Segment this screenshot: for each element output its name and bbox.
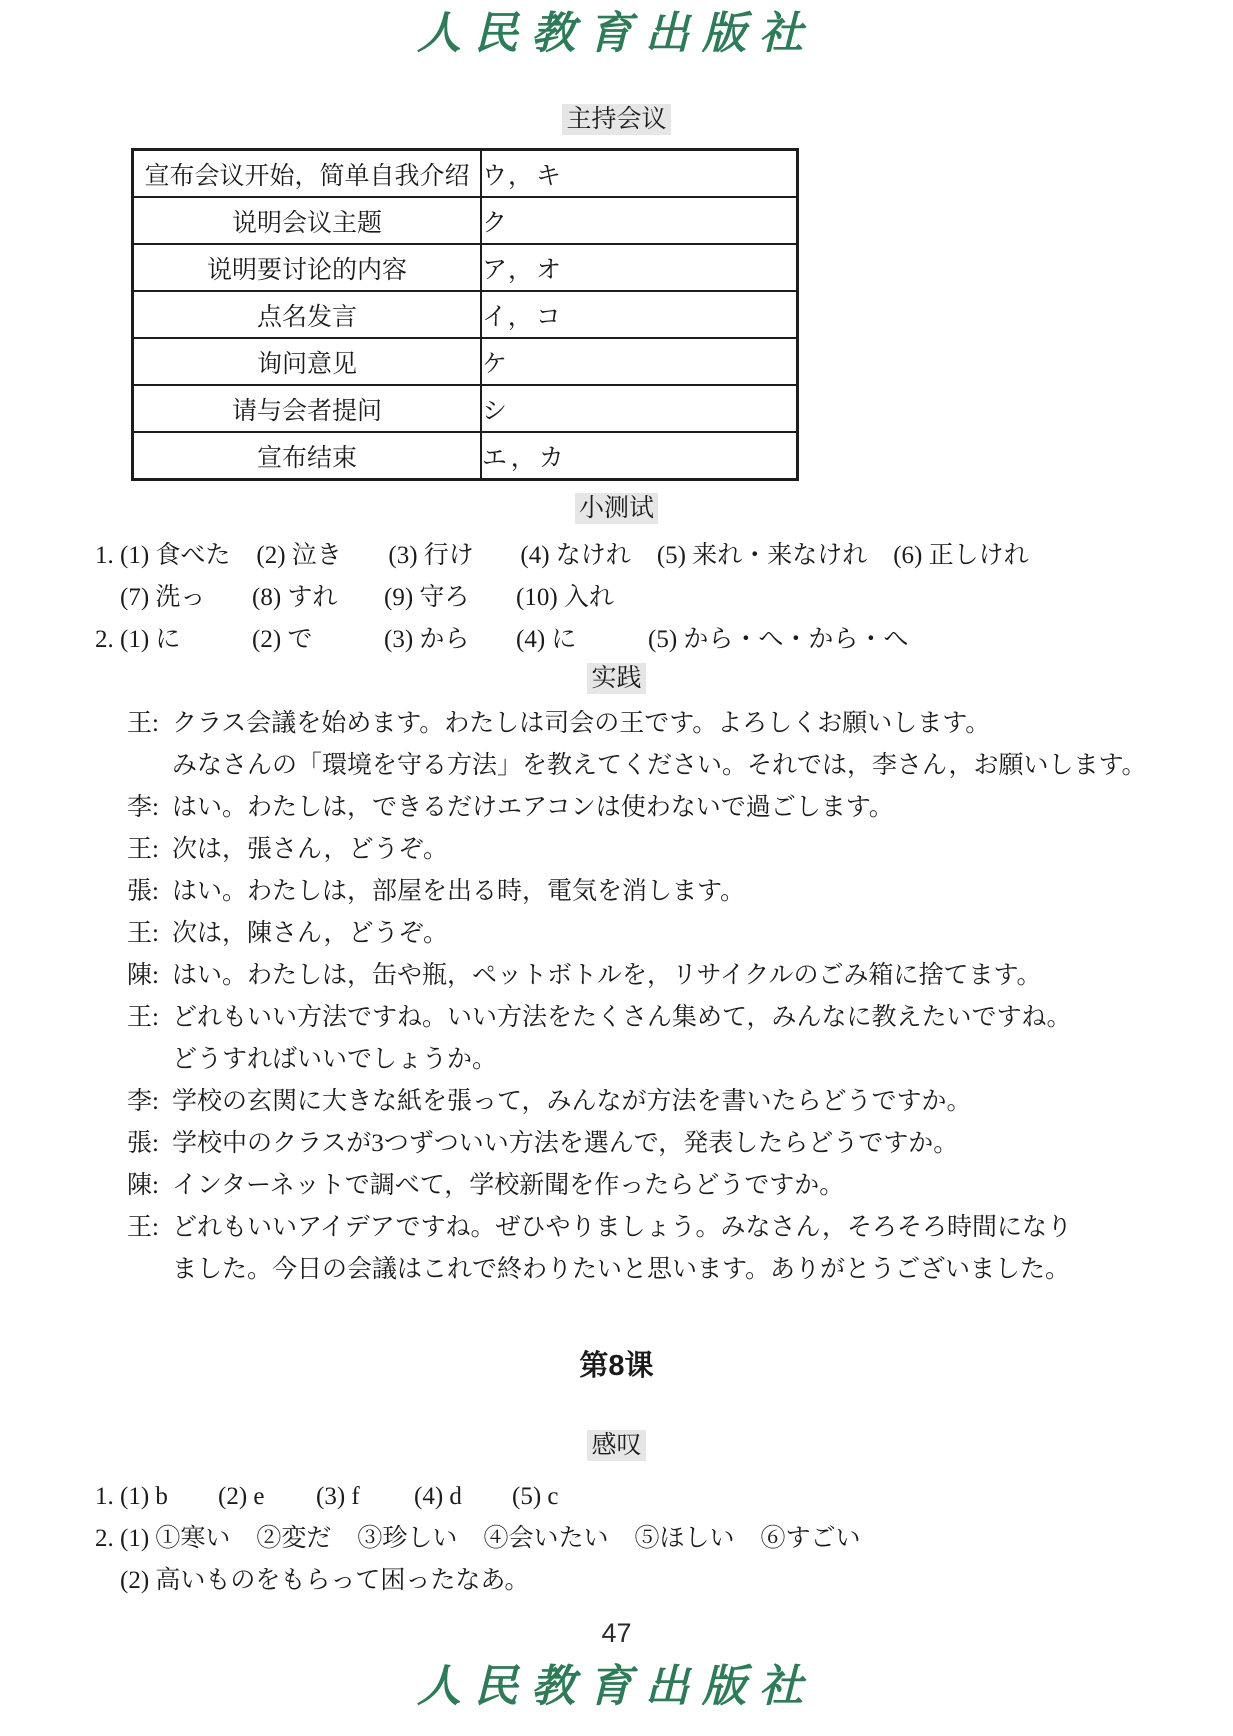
speaker-label: 張: — [127, 878, 159, 905]
dialogue-text: 学校中のクラスが3つずついい方法を選んで，発表したらどうですか。 — [172, 1130, 959, 1157]
dialogue-text: ました。今日の会議はこれで終わりたいと思います。ありがとうございました。 — [172, 1256, 1071, 1283]
dialogue-line — [95, 955, 1233, 997]
dialogue-line — [95, 787, 1233, 829]
quiz-answer-line — [95, 1476, 1233, 1518]
meeting-step-cell: 点名发言 — [133, 291, 482, 338]
speaker-label: 陳: — [127, 1172, 159, 1199]
answer-item: (3) 行け — [388, 542, 474, 569]
dialogue-text: 学校の玄関に大きな紙を張って，みんなが方法を書いたらどうですか。 — [172, 1088, 972, 1115]
section-title-exclamation-label: 感叹 — [587, 1430, 645, 1461]
answer-items — [120, 626, 934, 653]
table-row — [133, 150, 798, 198]
answer-items — [120, 1483, 610, 1510]
answer-item: (9) 守ろ — [384, 584, 470, 611]
meeting-answer-cell: ケ — [481, 338, 798, 385]
dialogue-line — [95, 1207, 1233, 1249]
question-number: 1. — [95, 542, 114, 569]
speaker-label: 王: — [127, 836, 159, 863]
quiz-answer-line — [95, 1518, 1233, 1560]
meeting-answer-cell: ア，オ — [481, 244, 798, 291]
section-title-exclamation — [0, 1430, 1233, 1462]
answer-item: (5) から・へ・から・へ — [648, 626, 909, 653]
page-number: 47 — [601, 1618, 632, 1648]
publisher-logo-bottom: 人民教育出版社 — [417, 1661, 816, 1712]
dialogue-line — [95, 703, 1233, 745]
practice-dialogue — [95, 703, 1233, 1291]
speaker-label: 李: — [127, 1088, 159, 1115]
meeting-answer-cell: イ，コ — [481, 291, 798, 338]
meeting-step-cell: 说明要讨论的内容 — [133, 244, 482, 291]
answer-item: (2) e — [218, 1483, 265, 1510]
section-title-quiz-label: 小测试 — [575, 493, 658, 524]
answer-items — [120, 584, 648, 611]
answer-item: (3) f — [316, 1483, 360, 1510]
dialogue-line — [95, 871, 1233, 913]
question-number: 2. — [95, 626, 114, 653]
meeting-answer-cell: エ，カ — [481, 432, 798, 480]
dialogue-line — [95, 1165, 1233, 1207]
speaker-label: 王: — [127, 1214, 159, 1241]
answer-item: (4) なけれ — [520, 542, 631, 569]
exclamation-answers — [95, 1476, 1233, 1602]
section-title-meeting-label: 主持会议 — [562, 104, 670, 135]
dialogue-line — [95, 745, 1233, 787]
speaker-label: 陳: — [127, 962, 159, 989]
answer-item: ⑤ほしい — [634, 1525, 735, 1552]
answer-items — [120, 542, 1055, 569]
answer-item: (10) 入れ — [516, 584, 614, 611]
dialogue-text: はい。わたしは，できるだけエアコンは使わないで過ごします。 — [172, 794, 894, 821]
dialogue-line — [95, 1249, 1233, 1291]
answer-item: (6) 正しけれ — [893, 542, 1029, 569]
answer-items — [120, 1525, 886, 1552]
section-title-meeting — [0, 104, 1233, 136]
table-row — [133, 197, 798, 244]
lesson-heading: 第8课 — [579, 1350, 654, 1382]
dialogue-text: どれもいい方法ですね。いい方法をたくさん集めて，みんなに教えたいですね。 — [172, 1004, 1072, 1031]
speaker-label: 王: — [127, 710, 159, 737]
publisher-logo-top: 人民教育出版社 — [417, 8, 816, 59]
dialogue-text: 次は，陳さん，どうぞ。 — [172, 920, 449, 947]
answer-item: (3) から — [384, 626, 470, 653]
meeting-step-cell: 询问意见 — [133, 338, 482, 385]
meeting-table-body — [133, 150, 798, 480]
table-row — [133, 338, 798, 385]
dialogue-text: みなさんの「環境を守る方法」を教えてください。それでは，李さん，お願いします。 — [172, 752, 1147, 779]
answer-item: ⑥すごい — [760, 1525, 861, 1552]
speaker-label: 張: — [127, 1130, 159, 1157]
question-number: 2. — [95, 1525, 114, 1552]
meeting-step-cell: 宣布结束 — [133, 432, 482, 480]
speaker-label: 李: — [127, 794, 159, 821]
quiz-answer-line — [95, 535, 1233, 577]
dialogue-text: どれもいいアイデアですね。ぜひやりましょう。みなさん，そろそろ時間になり — [172, 1214, 1073, 1241]
section-title-practice-label: 实践 — [587, 663, 645, 694]
answer-item: (4) d — [414, 1483, 462, 1510]
answer-item: (7) 洗っ — [120, 584, 206, 611]
section-title-quiz — [0, 493, 1233, 525]
dialogue-line — [95, 829, 1233, 871]
quiz-answers — [95, 535, 1233, 661]
answer-item: ③珍しい — [357, 1525, 458, 1552]
table-row — [133, 432, 798, 480]
dialogue-line — [95, 1123, 1233, 1165]
dialogue-text: クラス会議を始めます。わたしは司会の王です。よろしくお願いします。 — [172, 710, 991, 737]
dialogue-line — [95, 913, 1233, 955]
meeting-answer-cell: シ — [481, 385, 798, 432]
dialogue-text: インターネットで調べて，学校新聞を作ったらどうですか。 — [172, 1172, 845, 1199]
answer-item: (1) ①寒い — [120, 1525, 231, 1552]
dialogue-line — [95, 1039, 1233, 1081]
quiz-answer-line — [95, 619, 1233, 661]
dialogue-line — [95, 997, 1233, 1039]
meeting-step-cell: 说明会议主题 — [133, 197, 482, 244]
speaker-label: 王: — [127, 920, 159, 947]
meeting-step-cell: 请与会者提问 — [133, 385, 482, 432]
dialogue-line — [95, 1081, 1233, 1123]
answer-item: (5) 来れ・来なけれ — [656, 542, 868, 569]
question-number: 1. — [95, 1483, 114, 1510]
meeting-table — [131, 148, 799, 481]
quiz-answer-line — [95, 1560, 1233, 1602]
meeting-step-cell: 宣布会议开始，简单自我介绍 — [133, 150, 482, 198]
answer-item: ②変だ — [256, 1525, 332, 1552]
answer-item: (1) b — [120, 1483, 168, 1510]
answer-item: (4) に — [516, 626, 577, 653]
meeting-answer-cell: ク — [481, 197, 798, 244]
answer-item: (1) に — [120, 626, 181, 653]
answer-item: (2) で — [252, 626, 313, 653]
answer-item: (5) c — [512, 1483, 559, 1510]
quiz-answer-line — [95, 577, 1233, 619]
speaker-label: 王: — [127, 1004, 159, 1031]
dialogue-text: 次は，張さん，どうぞ。 — [172, 836, 449, 863]
table-row — [133, 291, 798, 338]
answer-item: (2) 高いものをもらって困ったなあ。 — [120, 1567, 530, 1594]
answer-items — [120, 1567, 555, 1594]
dialogue-text: はい。わたしは，缶や瓶，ペットボトルを，リサイクルのごみ箱に捨てます。 — [172, 962, 1042, 989]
meeting-answer-cell: ウ，キ — [481, 150, 798, 198]
answer-item: (1) 食べた — [120, 542, 231, 569]
answer-item: (2) 泣き — [256, 542, 342, 569]
table-row — [133, 244, 798, 291]
section-title-practice — [0, 663, 1233, 695]
table-row — [133, 385, 798, 432]
dialogue-text: どうすればいいでしょうか。 — [172, 1046, 498, 1073]
answer-item: (8) すれ — [252, 584, 338, 611]
dialogue-text: はい。わたしは，部屋を出る時，電気を消します。 — [172, 878, 746, 905]
answer-item: ④会いたい — [483, 1525, 609, 1552]
